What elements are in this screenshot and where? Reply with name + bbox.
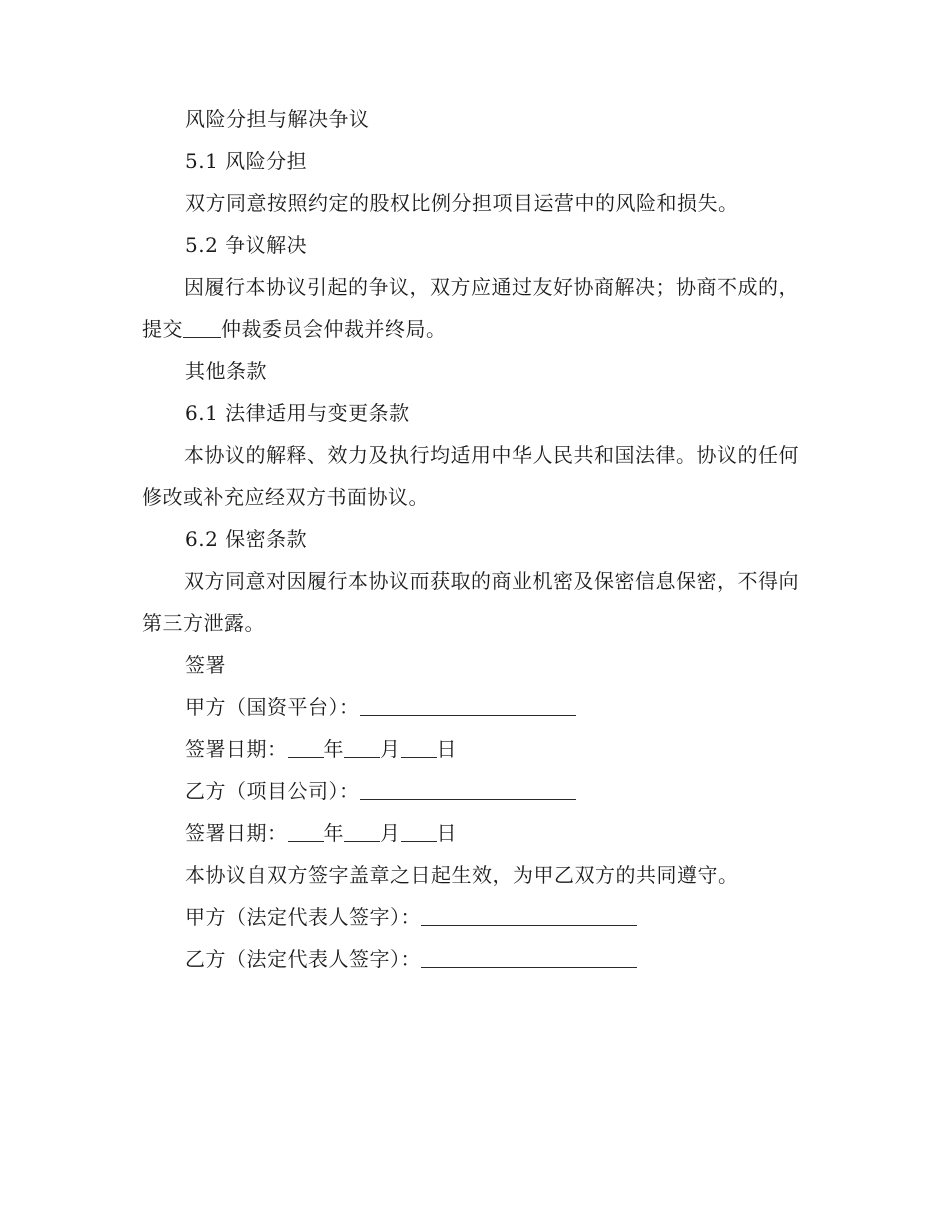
arbitration-blank xyxy=(183,319,221,338)
section5-2-paragraph xyxy=(142,266,802,350)
section6-2-text: 双方同意对因履行本协议而获取的商业机密及保密信息保密，不得向第三方泄露。 xyxy=(142,569,799,635)
date-label: 签署日期： xyxy=(185,821,288,845)
day-label: 日 xyxy=(436,821,457,845)
party-b-date-row xyxy=(142,812,802,854)
section5-1-heading: 5.1 风险分担 xyxy=(185,149,308,173)
section6-1-heading: 6.1 法律适用与变更条款 xyxy=(185,401,410,425)
party-a-label: 甲方（国资平台）： xyxy=(185,695,360,719)
section6-2-heading: 6.2 保密条款 xyxy=(185,527,308,551)
section5-title: 风险分担与解决争议 xyxy=(185,107,370,131)
section5-2-heading: 5.2 争议解决 xyxy=(185,233,308,257)
party-a-rep-label: 甲方（法定代表人签字）： xyxy=(185,905,421,929)
party-a-row xyxy=(142,686,802,728)
party-a-signature-blank xyxy=(360,697,576,716)
party-a-rep-signature-blank xyxy=(421,907,637,926)
year-label: 年 xyxy=(323,737,344,761)
party-b-rep-signature-blank xyxy=(421,949,637,968)
section5-2-text-after: 仲裁委员会仲裁并终局。 xyxy=(221,317,447,341)
party-a-date-row xyxy=(142,728,802,770)
party-b-rep-row xyxy=(142,938,802,980)
date-label: 签署日期： xyxy=(185,737,288,761)
month-blank xyxy=(344,823,380,842)
day-label: 日 xyxy=(436,737,457,761)
day-blank xyxy=(401,823,437,842)
document-page xyxy=(142,98,802,980)
party-b-signature-blank xyxy=(360,781,576,800)
section6-title: 其他条款 xyxy=(185,359,267,383)
party-b-label: 乙方（项目公司）： xyxy=(185,779,360,803)
month-label: 月 xyxy=(380,821,401,845)
month-label: 月 xyxy=(380,737,401,761)
year-blank xyxy=(288,823,324,842)
year-blank xyxy=(288,739,324,758)
section5-1-text: 双方同意按照约定的股权比例分担项目运营中的风险和损失。 xyxy=(185,191,739,215)
section6-1-text: 本协议的解释、效力及执行均适用中华人民共和国法律。协议的任何修改或补充应经双方书面协议。 xyxy=(142,443,799,509)
section5-2-text-before: 因履行本协议引起的争议，双方应通过友好协商解决；协商不成的，提交 xyxy=(142,275,799,341)
signature-title: 签署 xyxy=(185,653,226,677)
party-a-rep-row xyxy=(142,896,802,938)
effective-text: 本协议自双方签字盖章之日起生效，为甲乙双方的共同遵守。 xyxy=(185,863,739,887)
day-blank xyxy=(401,739,437,758)
year-label: 年 xyxy=(323,821,344,845)
party-b-rep-label: 乙方（法定代表人签字）： xyxy=(185,947,421,971)
month-blank xyxy=(344,739,380,758)
party-b-row xyxy=(142,770,802,812)
